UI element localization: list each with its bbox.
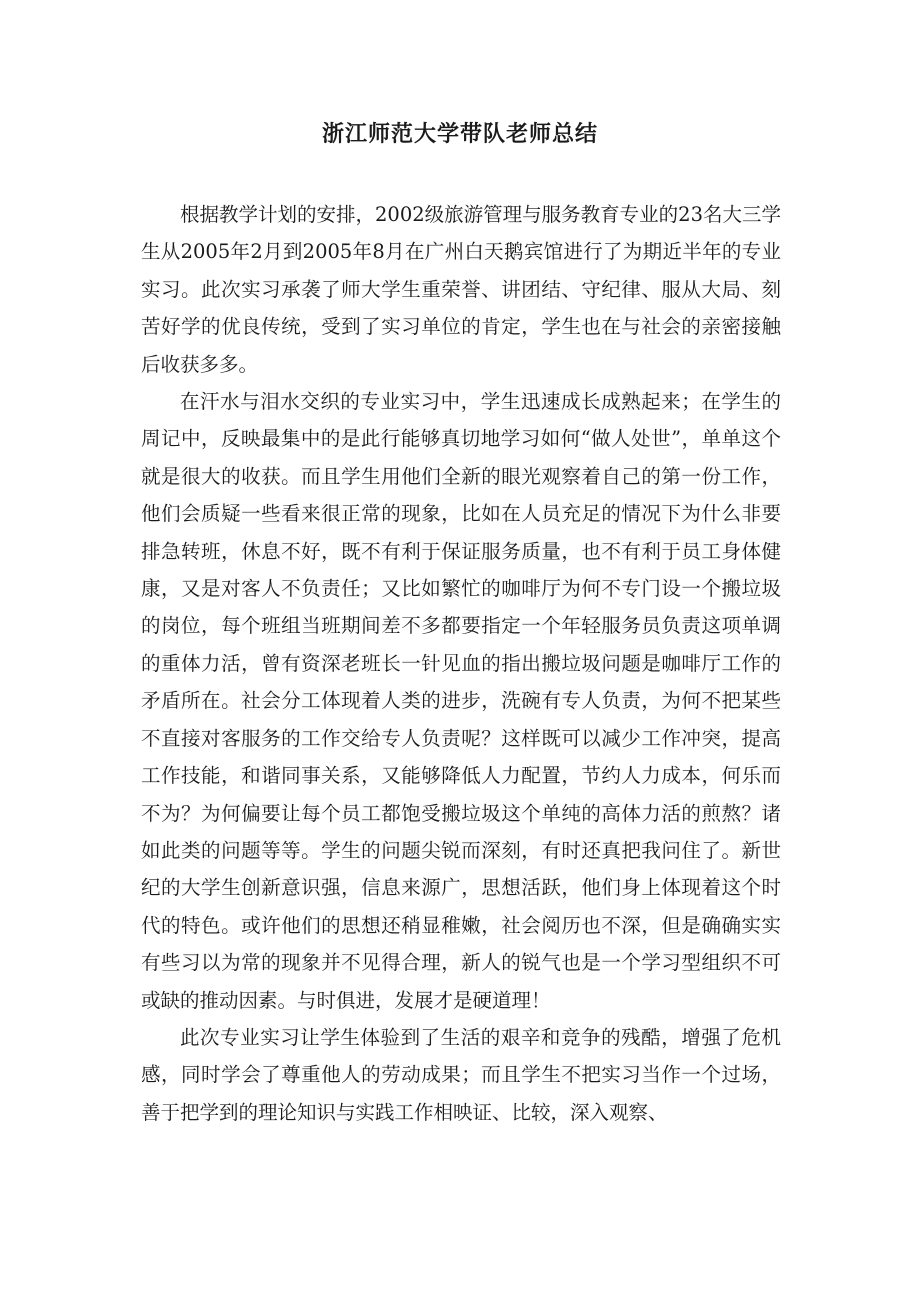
paragraph-1: 根据教学计划的安排，2002级旅游管理与服务教育专业的23名大三学生从2005年2月到2005年8月在广州白天鹅宾馆进行了为期近半年的专业实习。此次实习承袭了师大学生重荣誉、讲团结、守纪律、服从大局、刻苦好学的优良传统，受到了实习单位的肯定，学生也在与社会的亲密接触后收获多多。 [141, 203, 781, 376]
paragraph-2: 在汗水与泪水交织的专业实习中，学生迅速成长成熟起来；在学生的周记中，反映最集中的是此行能够真切地学习如何“做人处世”，单单这个就是很大的收获。而且学生用他们全新的眼光观察着自己的第一份工作，他们会质疑一些看来很正常的现象，比如在人员充足的情况下为什么非要排急转班，休息不好，既不有利于保证服务质量，也不有利于员工身体健康，又是对客人不负责任；又比如繁忙的咖啡厅为何不专门设一个搬垃圾的岗位，每个班组当班期间差不多都要指定一个年轻服务员负责这项单调的重体力活，曾有资深老班长一针见血的指出搬垃圾问题是咖啡厅工作的矛盾所在。社会分工体现着人类的进步，洗碗有专人负责，为何不把某些不直接对客服务的工作交给专人负责呢？这样既可以减少工作冲突，提高工作技能，和谐同事关系，又能够降低人力配置，节约人力成本，何乐而不为？为何偏要让每个员工都饱受搬垃圾这个单纯的高体力活的煎熬？诸如此类的问题等等。学生的问题尖锐而深刻，有时还真把我问住了。新世纪的大学生创新意识强，信息来源广，思想活跃，他们身上体现着这个时代的特色。或许他们的思想还稍显稚嫩，社会阅历也不深，但是确确实实有些习以为常的现象并不见得合理，新人的锐气也是一个学习型组织不可或缺的推动因素。与时俱进，发展才是硬道理！ [141, 390, 781, 1012]
document-body [141, 196, 781, 1131]
paragraph-3: 此次专业实习让学生体验到了生活的艰辛和竞争的残酷，增强了危机感，同时学会了尊重他人的劳动成果；而且学生不把实习当作一个过场，善于把学到的理论知识与实践工作相映证、比较，深入观察、 [141, 1025, 781, 1124]
document-title: 浙江师范大学带队老师总结 [321, 122, 598, 147]
